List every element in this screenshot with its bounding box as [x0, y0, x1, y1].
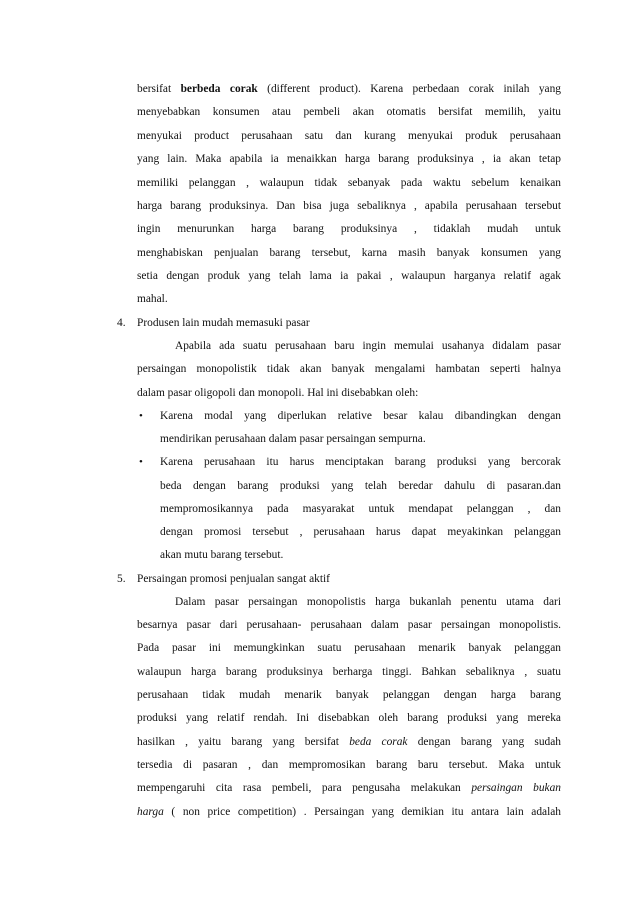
section-4-heading: Produsen lain mudah memasuki pasar [137, 317, 310, 329]
section-5-line-5: perusahaan tidak mudah menarik banyak pelanggan dengan harga barang [137, 689, 561, 701]
bullet-1-line-1: Karena modal yang diperlukan relative besar kalau dibandingkan dengan [160, 410, 561, 422]
intro-text: bersifat [137, 83, 172, 95]
section-4-number: 4. [117, 317, 126, 329]
section-5-heading: Persaingan promosi penjualan sangat aktif [137, 573, 330, 585]
section-4-para-line-3: dalam pasar oligopoli dan monopoli. Hal ini disebabkan oleh: [137, 387, 419, 399]
section-4-para-line-2: persaingan monopolistik tidak akan banyak mengalami hambatan seperti halnya [137, 363, 561, 375]
section-5-text: mempengaruhi cita rasa pembeli, para pengusaha melakukan [137, 782, 461, 794]
intro-line-4: yang lain. Maka apabila ia menaikkan harga barang produksinya , ia akan tetap [137, 153, 561, 165]
section-5-line-8: tersedia di pasaran , dan mempromosikan barang baru tersebut. Maka untuk [137, 759, 561, 771]
italic-term-beda-corak: beda corak [349, 736, 408, 748]
section-5-line-4: walaupun harga barang produksinya berharga tinggi. Bahkan sebaliknya , suatu [137, 666, 561, 678]
section-5-line-10 [137, 805, 561, 819]
section-5-text: hasilkan , yaitu barang yang bersifat [137, 736, 339, 748]
intro-line-10: mahal. [137, 293, 168, 305]
bullet-2-line-2: beda dengan barang produksi yang telah beredar dahulu di pasaran.dan [160, 480, 561, 492]
bullet-icon: • [139, 456, 143, 468]
bold-term-berbeda-corak: berbeda corak [180, 83, 258, 95]
italic-term-harga: harga [137, 806, 164, 818]
section-5-text: ( non price competition) . Persaingan yang demikian itu antara lain adalah [171, 806, 561, 818]
bullet-2-line-5: akan mutu barang tersebut. [160, 549, 284, 561]
section-4-para-line-1: Apabila ada suatu perusahaan baru ingin memulai usahanya didalam pasar [175, 340, 561, 352]
bullet-icon: • [139, 410, 143, 422]
intro-line-9: setia dengan produk yang telah lama ia pakai , walaupun harganya relatif agak [137, 270, 561, 282]
bullet-2-line-1: Karena perusahaan itu harus menciptakan barang produksi yang bercorak [160, 456, 561, 468]
intro-line-3: menyukai product perusahaan satu dan kurang menyukai produk perusahaan [137, 130, 561, 142]
intro-line-5: memiliki pelanggan , walaupun tidak sebanyak pada waktu sebelum kenaikan [137, 177, 561, 189]
section-5-line-6: produksi yang relatif rendah. Ini disebabkan oleh barang produksi yang mereka [137, 712, 561, 724]
section-5-text: dengan barang yang sudah [417, 736, 561, 748]
bullet-2-line-4: dengan promosi tersebut , perusahaan harus dapat meyakinkan pelanggan [160, 526, 561, 538]
bullet-1-line-2: mendirikan perusahaan dalam pasar persaingan sempurna. [160, 433, 426, 445]
section-5-line-3: Pada pasar ini memungkinkan suatu perusahaan menarik banyak pelanggan [137, 642, 561, 654]
intro-line-7: ingin menurunkan harga barang produksinya , tidaklah mudah untuk [137, 223, 561, 235]
intro-text: (different product). Karena perbedaan corak inilah yang [267, 83, 561, 95]
section-5-line-9 [137, 781, 561, 795]
section-5-line-1: Dalam pasar persaingan monopolistis harga bukanlah penentu utama dari [175, 596, 561, 608]
intro-line-8: menghabiskan penjualan barang tersebut, karna masih banyak konsumen yang [137, 247, 561, 259]
section-5-number: 5. [117, 573, 126, 585]
intro-line-6: harga barang produksinya. Dan bisa juga sebaliknya , apabila perusahaan tersebut [137, 200, 561, 212]
intro-line-1 [137, 82, 561, 96]
section-5-line-7 [137, 735, 561, 749]
section-5-line-2: besarnya pasar dari perusahaan- perusahaan dalam pasar persaingan monopolistis. [137, 619, 561, 631]
intro-line-2: menyebabkan konsumen atau pembeli akan otomatis bersifat memilih, yaitu [137, 106, 561, 118]
bullet-2-line-3: mempromosikannya pada masyarakat untuk mendapat pelanggan , dan [160, 503, 561, 515]
italic-term-persaingan-bukan: persaingan bukan [471, 782, 561, 794]
